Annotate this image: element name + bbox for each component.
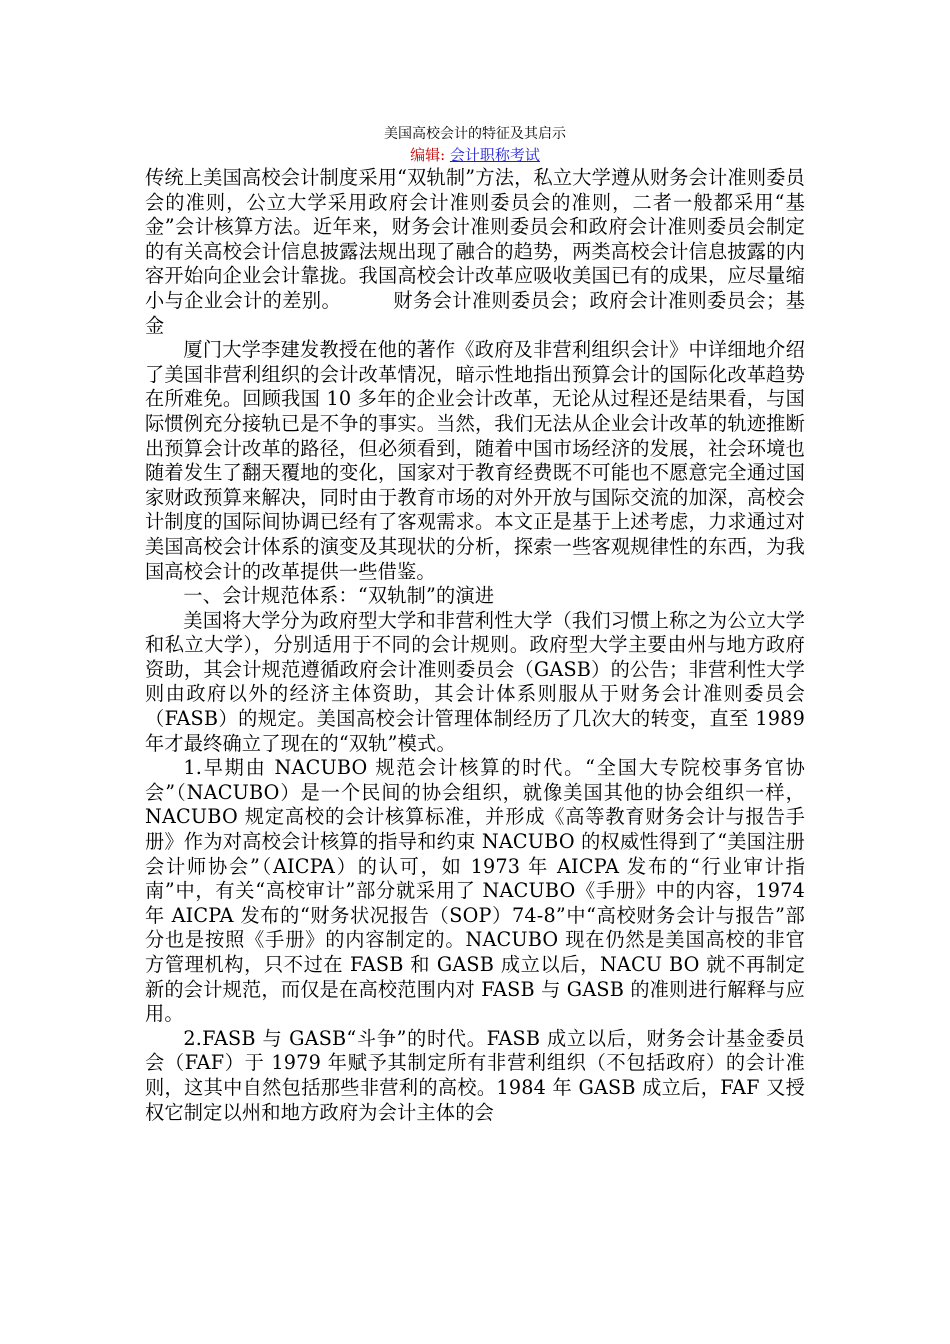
paragraph-fasb-gasb: 2.FASB 与 GASB“斗争”的时代。FASB 成立以后，财务会计基金委员会（FAF）于 1979 年赋予其制定所有非营利组织（不包括政府）的会计准则，这其中自然包括那些非营利的高校。1984 年 GASB 成立后，FAF 又授权它制定以州和地方政府为会计主体的会	[145, 1026, 805, 1124]
abstract-text: 传统上美国高校会计制度采用“双轨制”方法，私立大学遵从财务会计准则委员会的准则，公立大学采用政府会计准则委员会的准则，二者一般都采用“基金”会计核算方法。近年来，财务会计准则委员会和政府会计准则委员会制定的有关高校会计信息披露法规出现了融合的趋势，两类高校会计信息披露的内容开始向企业会计靠拢。我国高校会计改革应吸收美国已有的成果，应尽量缩小与企业会计的差别。	[145, 166, 805, 312]
abstract-paragraph	[145, 166, 805, 338]
article-text	[145, 166, 805, 1125]
paragraph-dual-track: 美国将大学分为政府型大学和非营利性大学（我们习惯上称之为公立大学和私立大学），分别适用于不同的会计规则。政府型大学主要由州与地方政府资助，其会计规范遵循政府会计准则委员会（GASB）的公告；非营利性大学则由政府以外的经济主体资助，其会计体系则服从于财务会计准则委员会（FASB）的规定。美国高校会计管理体制经历了几次大的转变，直至 1989 年才最终确立了现在的“双轨”模式。	[145, 608, 805, 755]
paragraph-nacubo: 1.早期由 NACUBO 规范会计核算的时代。“全国大专院校事务官协会”（NACUBO）是一个民间的协会组织，就像美国其他的协会组织一样，NACUBO 规定高校的会计核算标准，并形成《高等教育财务会计与报告手册》作为对高校会计核算的指导和约束 NACUBO 的权威性得到了“美国注册会计师协会”（AICPA）的认可，如 1973 年 AICPA 发布的“行业审计指南”中，有关“高校审计”部分就采用了 NACUBO《手册》中的内容，1974 年 AICPA 发布的“财务状况报告（SOP）74-8”中“高校财务会计与报告”部分也是按照《手册》的内容制定的。NACUBO 现在仍然是美国高校的非官方管理机构，只不过在 FASB 和 GASB 成立以后，NACU BO 就不再制定新的会计规范，而仅是在高校范围内对 FASB 与 GASB 的准则进行解释与应用。	[145, 756, 805, 1026]
keywords-text: 财务会计准则委员会；政府会计准则委员会；基金	[145, 288, 806, 337]
editor-line	[145, 144, 805, 166]
editor-link[interactable]: 会计职称考试	[449, 146, 540, 164]
paragraph-intro: 厦门大学李建发教授在他的著作《政府及非营利组织会计》中详细地介绍了美国非营利组织的会计改革情况，暗示性地指出预算会计的国际化改革趋势在所难免。回顾我国 10 多年的企业会计改革，无论从过程还是结果看，与国际惯例充分接轨已是不争的事实。当然，我们无法从企业会计改革的轨迹推断出预算会计改革的路径，但必须看到，随着中国市场经济的发展，社会环境也随着发生了翻天覆地的变化，国家对于教育经费既不可能也不愿意完全通过国家财政预算来解决，同时由于教育市场的对外开放与国际交流的加深，高校会计制度的国际间协调已经有了客观需求。本文正是基于上述考虑，力求通过对美国高校会计体系的演变及其现状的分析，探索一些客观规律性的东西，为我国高校会计的改革提供一些借鉴。	[145, 338, 805, 583]
section-heading: 一、会计规范体系：“双轨制”的演进	[183, 584, 495, 608]
document-body	[145, 124, 805, 1125]
document-title: 美国高校会计的特征及其启示	[384, 126, 566, 142]
editor-label: 编辑:	[410, 146, 450, 164]
